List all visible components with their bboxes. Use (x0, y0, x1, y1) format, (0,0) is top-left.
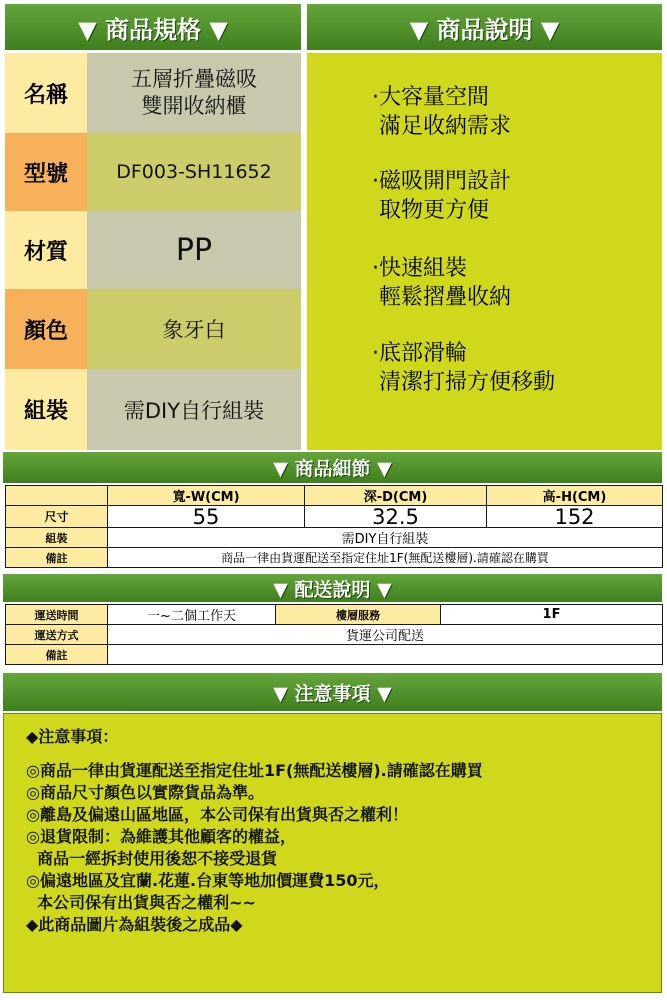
shipping-time-row (6, 605, 663, 625)
spec-label-color: 顏色 (5, 289, 87, 369)
note-row (6, 548, 663, 568)
spec-value-name: 五層折疊磁吸 雙開收納櫃 (87, 53, 301, 133)
notes-panel (3, 713, 662, 993)
note-value: 商品一律由貨運配送至指定住址1F(無配送樓層).請確認在購買 (108, 548, 663, 568)
notes-line: ◎商品一律由貨運配送至指定住址1F(無配送樓層).請確認在購買 (26, 761, 483, 780)
shipping-time-value: 一~二個工作天 (108, 605, 276, 625)
specs-panel (5, 53, 301, 450)
description-item: ·大容量空間 滿足收納需求 (372, 85, 511, 139)
depth-value: 32.5 (305, 506, 487, 528)
shipping-note-row (6, 645, 663, 665)
notes-line: ◎離島及偏遠山區地區，本公司保有出貨與否之權利！ (26, 805, 408, 824)
description-panel (307, 53, 662, 450)
description-item: ·底部滑輪 清潔打掃方便移動 (372, 341, 555, 395)
assembly-label: 組裝 (6, 528, 108, 548)
spec-value-model: DF003-SH11652 (87, 133, 301, 211)
shipping-header: ▼ 配送說明 ▼ (3, 574, 662, 602)
description-item: ·磁吸開門設計 取物更方便 (372, 169, 511, 223)
notes-header: ▼ 注意事項 ▼ (3, 673, 662, 711)
shipping-note-label: 備註 (6, 645, 108, 665)
shipping-method-label: 運送方式 (6, 625, 108, 645)
notes-line: ◆此商品圖片為組裝後之成品◆ (26, 915, 243, 934)
details-header-row (6, 486, 663, 506)
spec-value-assembly: 需DIY自行組裝 (87, 369, 301, 450)
spec-value-material: PP (87, 211, 301, 289)
spec-label-material: 材質 (5, 211, 87, 289)
spec-row-model (5, 133, 301, 211)
width-value: 55 (108, 506, 305, 528)
description-header: ▼ 商品說明 ▼ (307, 4, 662, 50)
width-column-header: 寬-W(CM) (108, 486, 305, 506)
notes-line: ◎商品尺寸顏色以實際貨品為準。 (26, 783, 264, 802)
height-value: 152 (487, 506, 663, 528)
assembly-row (6, 528, 663, 548)
spec-row-assembly (5, 369, 301, 450)
notes-line: 商品一經拆封使用後恕不接受退貨 (26, 849, 278, 868)
size-label: 尺寸 (6, 506, 108, 528)
description-item: ·快速組裝 輕鬆摺疊收納 (372, 256, 511, 310)
shipping-method-value: 貨運公司配送 (108, 625, 663, 645)
notes-line: ◎偏遠地區及宜蘭.花蓮.台東等地加價運費150元， (26, 871, 390, 890)
notes-line: ◎退貨限制：為維護其他顧客的權益， (26, 827, 296, 846)
notes-line: 本公司保有出貨與否之權利~~ (26, 893, 256, 912)
shipping-table (5, 604, 663, 665)
size-row (6, 506, 663, 528)
spec-row-name (5, 53, 301, 133)
depth-column-header: 深-D(CM) (305, 486, 487, 506)
height-column-header: 高-H(CM) (487, 486, 663, 506)
floor-service-label: 樓層服務 (276, 605, 441, 625)
details-corner-cell (6, 486, 108, 506)
spec-row-color (5, 289, 301, 369)
spec-label-name: 名稱 (5, 53, 87, 133)
shipping-method-row (6, 625, 663, 645)
details-table (5, 485, 663, 568)
spec-row-material (5, 211, 301, 289)
notes-line: ◆注意事項： (26, 727, 119, 746)
assembly-value: 需DIY自行組裝 (108, 528, 663, 548)
spec-label-model: 型號 (5, 133, 87, 211)
spec-value-color: 象牙白 (87, 289, 301, 369)
specs-header: ▼ 商品規格 ▼ (5, 4, 301, 50)
shipping-time-label: 運送時間 (6, 605, 108, 625)
note-label: 備註 (6, 548, 108, 568)
spec-label-assembly: 組裝 (5, 369, 87, 450)
shipping-note-value (108, 645, 663, 665)
details-header: ▼ 商品細節 ▼ (3, 452, 662, 483)
floor-service-value: 1F (441, 605, 663, 625)
